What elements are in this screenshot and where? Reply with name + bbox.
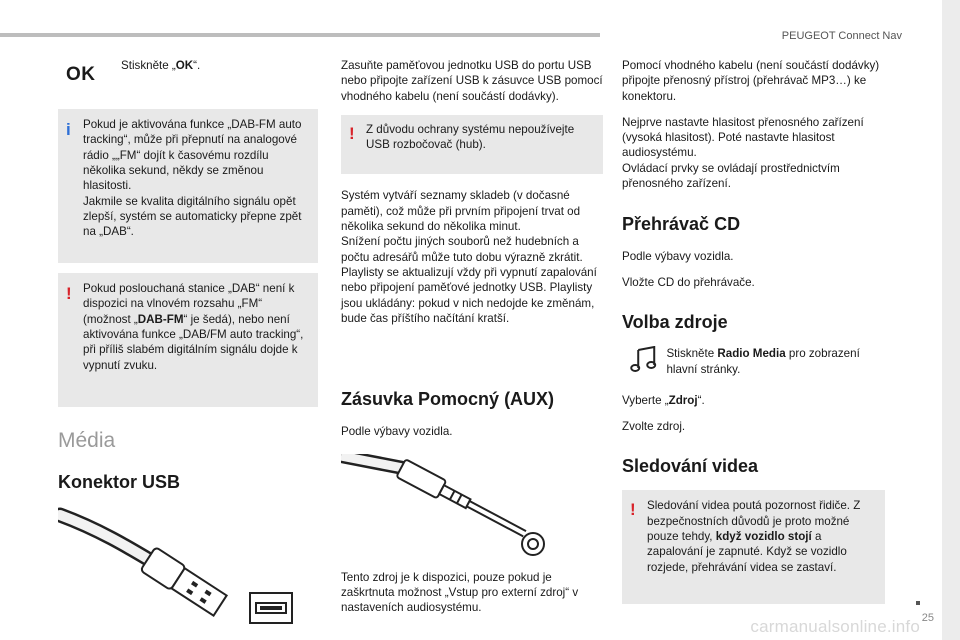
- warning-icon: !: [349, 123, 355, 143]
- cd-insert-text: Vložte CD do přehrávače.: [622, 276, 755, 290]
- warning-icon: !: [630, 500, 636, 520]
- dab-warning-text: Pokud poslouchaná stanice „DAB“ není k dispozici na vlnovém rozsahu „FM“ (možnost „DAB-FM“ je šedá), nebo není aktivována funkce „DAB/FM auto tracking“, při příliš slabém digitálním signálu dojde k vypnutí zvuku.: [83, 282, 304, 372]
- select-source-text: Vyberte „Zdroj“.: [622, 394, 705, 408]
- source-heading: Volba zdroje: [622, 311, 728, 332]
- aux-heading: Zásuvka Pomocný (AUX): [341, 389, 555, 410]
- radio-media-text: Stiskněte Radio Media pro zobrazení hlavní stránky.: [666, 347, 860, 376]
- aux-settings-text: Tento zdroj je k dispozici, pouze pokud je zaškrtnuta možnost „Vstup pro externí zdroj“ v nastaveních audiosystému.: [341, 570, 579, 615]
- usb-connect-text: Zasuňte paměťovou jednotku USB do portu USB nebo připojte zařízení USB k zásuvce USB pomocí vhodného kabelu (není součástí dodávky).: [341, 59, 603, 103]
- info-text-1: Pokud je aktivována funkce „DAB-FM auto tracking“, může při přepnutí na analogové rádio „„FM“ dojít k časovému rozdílu několika sekund, někdy se změnou hlasitosti.: [83, 118, 302, 193]
- section-title-media: Média: [58, 429, 116, 453]
- column-1: [58, 58, 318, 631]
- manual-header-title: PEUGEOT Connect Nav: [781, 30, 902, 42]
- page-edge-strip: [942, 0, 960, 640]
- warning-icon: !: [66, 284, 72, 304]
- usb-hub-warning-box: [341, 115, 603, 175]
- video-warning-box: [622, 490, 885, 604]
- music-note-icon: [622, 346, 666, 372]
- usb-heading: Konektor USB: [58, 471, 181, 492]
- aux-jack-illustration: [341, 454, 603, 559]
- volume-text: Nejprve nastavte hlasitost přenosného zařízení (vysoká hlasitost). Poté nastavte hlasitost audiosystému. Ovládací prvky se ovládají prostřednictvím přenosného zařízení.: [622, 115, 864, 191]
- page-marker: [916, 601, 920, 605]
- usb-connector-illustration: [58, 507, 318, 627]
- cd-availability-text: Podle výbavy vozidla.: [622, 250, 734, 264]
- page-number: 25: [921, 612, 934, 625]
- column-3: [622, 58, 885, 604]
- radio-media-instruction: [622, 346, 885, 377]
- info-icon: i: [66, 120, 71, 140]
- ok-button-icon: OK: [66, 64, 96, 85]
- ok-instruction: [58, 58, 318, 87]
- dab-fm-info-box: [58, 109, 318, 263]
- ok-instruction-text: Stiskněte „OK“.: [121, 59, 201, 72]
- dab-warning-box: [58, 273, 318, 407]
- video-warning-text: Sledování videa poutá pozornost řidiče. Z bezpečnostních důvodů je proto možné pouze tehdy, když vozidlo stojí a zapalování je zapnuté. Když se vozidlo rozjede, přehrávání videa se zastaví.: [647, 499, 861, 574]
- site-watermark: carmanualsonline.info: [750, 616, 920, 636]
- usb-hub-warning-text: Z důvodu ochrany systému nepoužívejte USB rozbočovač (hub).: [366, 122, 575, 152]
- column-2: [341, 58, 603, 626]
- cd-heading: Přehrávač CD: [622, 214, 741, 235]
- playlist-text: Systém vytváří seznamy skladeb (v dočasné paměti), což může při prvním připojení trvat od několika sekund do několika minut. Snížení počtu jiných souborů než hudebních a počtu adresářů může tuto dobu výrazně zkrátit. Playlisty se aktualizují vždy při vypnutí zapalování nebo připojení paměťové jednotky USB. Playlisty jsou ukládány: pokud v nich nedojde ke změnám, bude čas příštího načítání kratší.: [341, 189, 597, 325]
- top-rule: [0, 33, 600, 37]
- choose-source-text: Zvolte zdroj.: [622, 420, 686, 434]
- aux-availability-text: Podle výbavy vozidla.: [341, 424, 453, 438]
- aux-cable-text: Pomocí vhodného kabelu (není součástí dodávky) připojte přenosný přístroj (přehrávač MP3…) ke konektoru.: [622, 59, 880, 103]
- info-text-2: Jakmile se kvalita digitálního signálu opět zlepší, systém se automaticky přepne zpět na „DAB“.: [83, 194, 302, 239]
- video-heading: Sledování videa: [622, 455, 759, 476]
